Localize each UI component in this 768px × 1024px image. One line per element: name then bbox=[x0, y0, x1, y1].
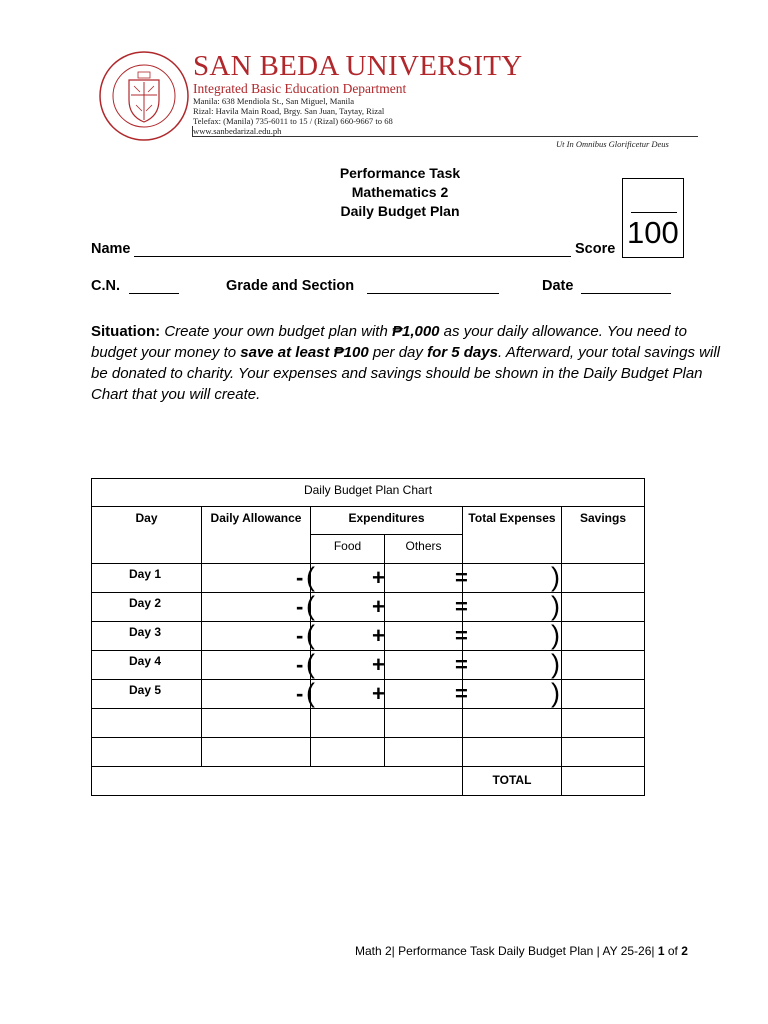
close-paren: ) bbox=[551, 649, 560, 679]
savings-cell[interactable] bbox=[562, 564, 645, 593]
address-manila: Manila: 638 Mendiola St., San Miguel, Manila bbox=[193, 96, 355, 106]
blank-cell[interactable] bbox=[92, 738, 202, 767]
total-expenses-cell[interactable] bbox=[463, 651, 562, 680]
open-paren: ( bbox=[306, 649, 315, 679]
name-label: Name bbox=[91, 241, 131, 257]
day-label: Day 2 bbox=[92, 593, 202, 622]
minus-sign: - bbox=[296, 565, 304, 590]
name-field[interactable] bbox=[134, 256, 571, 257]
total-savings-cell[interactable] bbox=[562, 767, 645, 796]
days-count: for 5 days bbox=[427, 344, 498, 361]
others-cell[interactable] bbox=[385, 680, 463, 709]
blank-cell[interactable] bbox=[311, 709, 385, 738]
close-paren: ) bbox=[551, 620, 560, 650]
situation-text-2: as your daily allowance. You need to budget your money to bbox=[91, 323, 687, 361]
situation-paragraph bbox=[91, 321, 721, 405]
header-expenditures: Expenditures bbox=[311, 507, 463, 535]
score-label: Score bbox=[575, 241, 616, 257]
header-total-expenses: Total Expenses bbox=[463, 507, 562, 564]
title-performance-task: Performance Task bbox=[339, 165, 461, 181]
title-plan: Daily Budget Plan bbox=[340, 203, 460, 219]
header-savings: Savings bbox=[562, 507, 645, 564]
allowance-cell[interactable] bbox=[202, 622, 311, 651]
situation-text-4: . Afterward, your total savings will be donated to charity. Your expenses and savings should be shown in the Daily Budget Plan Chart that you will create. bbox=[91, 344, 720, 403]
address-rizal: Rizal: Havila Main Road, Brgy. San Juan, Taytay, Rizal bbox=[193, 106, 385, 116]
open-paren: ( bbox=[306, 678, 315, 708]
telefax: Telefax: (Manila) 735-6011 to 15 / (Rizal) 660-9667 to 68 bbox=[193, 116, 393, 126]
cn-label: C.N. bbox=[91, 278, 120, 294]
footer-of: of bbox=[664, 944, 682, 958]
date-field[interactable] bbox=[581, 293, 671, 294]
daily-budget-plan-table bbox=[91, 478, 645, 796]
website: www.sanbedarizal.edu.ph bbox=[193, 126, 282, 136]
allowance-cell[interactable] bbox=[202, 564, 311, 593]
savings-target: save at least ₱100 bbox=[240, 344, 369, 361]
others-cell[interactable] bbox=[385, 593, 463, 622]
blank-cell[interactable] bbox=[385, 709, 463, 738]
plus-sign: + bbox=[372, 681, 385, 706]
plus-sign: + bbox=[372, 652, 385, 677]
university-seal bbox=[98, 50, 190, 142]
blank-cell[interactable] bbox=[463, 709, 562, 738]
grade-section-field[interactable] bbox=[367, 293, 499, 294]
minus-sign: - bbox=[296, 681, 304, 706]
header-others: Others bbox=[385, 535, 463, 564]
situation-text-3: per day bbox=[368, 344, 428, 361]
footer-page-count: 2 bbox=[681, 944, 688, 958]
plus-sign: + bbox=[372, 623, 385, 648]
day-label: Day 3 bbox=[92, 622, 202, 651]
situation-label: Situation: bbox=[91, 323, 161, 340]
equals-sign: = bbox=[455, 681, 468, 706]
plus-sign: + bbox=[372, 565, 385, 590]
cn-field[interactable] bbox=[129, 293, 179, 294]
others-cell[interactable] bbox=[385, 564, 463, 593]
situation-text-1: Create your own budget plan with bbox=[160, 323, 392, 340]
open-paren: ( bbox=[306, 591, 315, 621]
table-title: Daily Budget Plan Chart bbox=[92, 479, 645, 507]
footer-page-number: 1 bbox=[657, 944, 665, 958]
blank-cell[interactable] bbox=[202, 738, 311, 767]
allowance-amount: ₱1,000 bbox=[391, 323, 440, 340]
date-label: Date bbox=[542, 278, 574, 294]
header-day: Day bbox=[92, 507, 202, 564]
others-cell[interactable] bbox=[385, 651, 463, 680]
savings-cell[interactable] bbox=[562, 680, 645, 709]
total-row-blank bbox=[92, 767, 463, 796]
day-label: Day 1 bbox=[92, 564, 202, 593]
blank-cell[interactable] bbox=[385, 738, 463, 767]
equals-sign: = bbox=[455, 623, 468, 648]
header-food: Food bbox=[311, 535, 385, 564]
others-cell[interactable] bbox=[385, 622, 463, 651]
minus-sign: - bbox=[296, 594, 304, 619]
equals-sign: = bbox=[455, 652, 468, 677]
blank-cell[interactable] bbox=[463, 738, 562, 767]
savings-cell[interactable] bbox=[562, 651, 645, 680]
score-total: 100 bbox=[627, 215, 679, 250]
blank-cell[interactable] bbox=[92, 709, 202, 738]
minus-sign: - bbox=[296, 623, 304, 648]
day-label: Day 5 bbox=[92, 680, 202, 709]
plus-sign: + bbox=[372, 594, 385, 619]
equals-sign: = bbox=[455, 565, 468, 590]
savings-cell[interactable] bbox=[562, 593, 645, 622]
minus-sign: - bbox=[296, 652, 304, 677]
total-expenses-cell[interactable] bbox=[463, 564, 562, 593]
grade-section-label: Grade and Section bbox=[226, 278, 355, 294]
close-paren: ) bbox=[551, 678, 560, 708]
allowance-cell[interactable] bbox=[202, 680, 311, 709]
total-expenses-cell[interactable] bbox=[463, 680, 562, 709]
blank-cell[interactable] bbox=[562, 738, 645, 767]
score-blank[interactable] bbox=[631, 212, 677, 213]
university-name: SAN BEDA UNIVERSITY bbox=[193, 50, 523, 82]
total-label: TOTAL bbox=[463, 767, 562, 796]
blank-cell[interactable] bbox=[562, 709, 645, 738]
open-paren: ( bbox=[306, 620, 315, 650]
header-divider bbox=[192, 136, 698, 137]
allowance-cell[interactable] bbox=[202, 593, 311, 622]
footer-text: Math 2| Performance Task Daily Budget Plan | AY 25-26| bbox=[355, 944, 658, 958]
open-paren: ( bbox=[306, 562, 315, 592]
total-expenses-cell[interactable] bbox=[463, 593, 562, 622]
blank-cell[interactable] bbox=[311, 738, 385, 767]
day-label: Day 4 bbox=[92, 651, 202, 680]
savings-cell[interactable] bbox=[562, 622, 645, 651]
blank-cell[interactable] bbox=[202, 709, 311, 738]
title-subject: Mathematics 2 bbox=[351, 184, 449, 200]
department-name: Integrated Basic Education Department bbox=[193, 81, 407, 96]
header-daily-allowance: Daily Allowance bbox=[202, 507, 311, 564]
total-expenses-cell[interactable] bbox=[463, 622, 562, 651]
close-paren: ) bbox=[551, 591, 560, 621]
allowance-cell[interactable] bbox=[202, 651, 311, 680]
page-footer bbox=[355, 944, 688, 958]
equals-sign: = bbox=[455, 594, 468, 619]
motto: Ut In Omnibus Glorificetur Deus bbox=[556, 139, 669, 149]
close-paren: ) bbox=[551, 562, 560, 592]
